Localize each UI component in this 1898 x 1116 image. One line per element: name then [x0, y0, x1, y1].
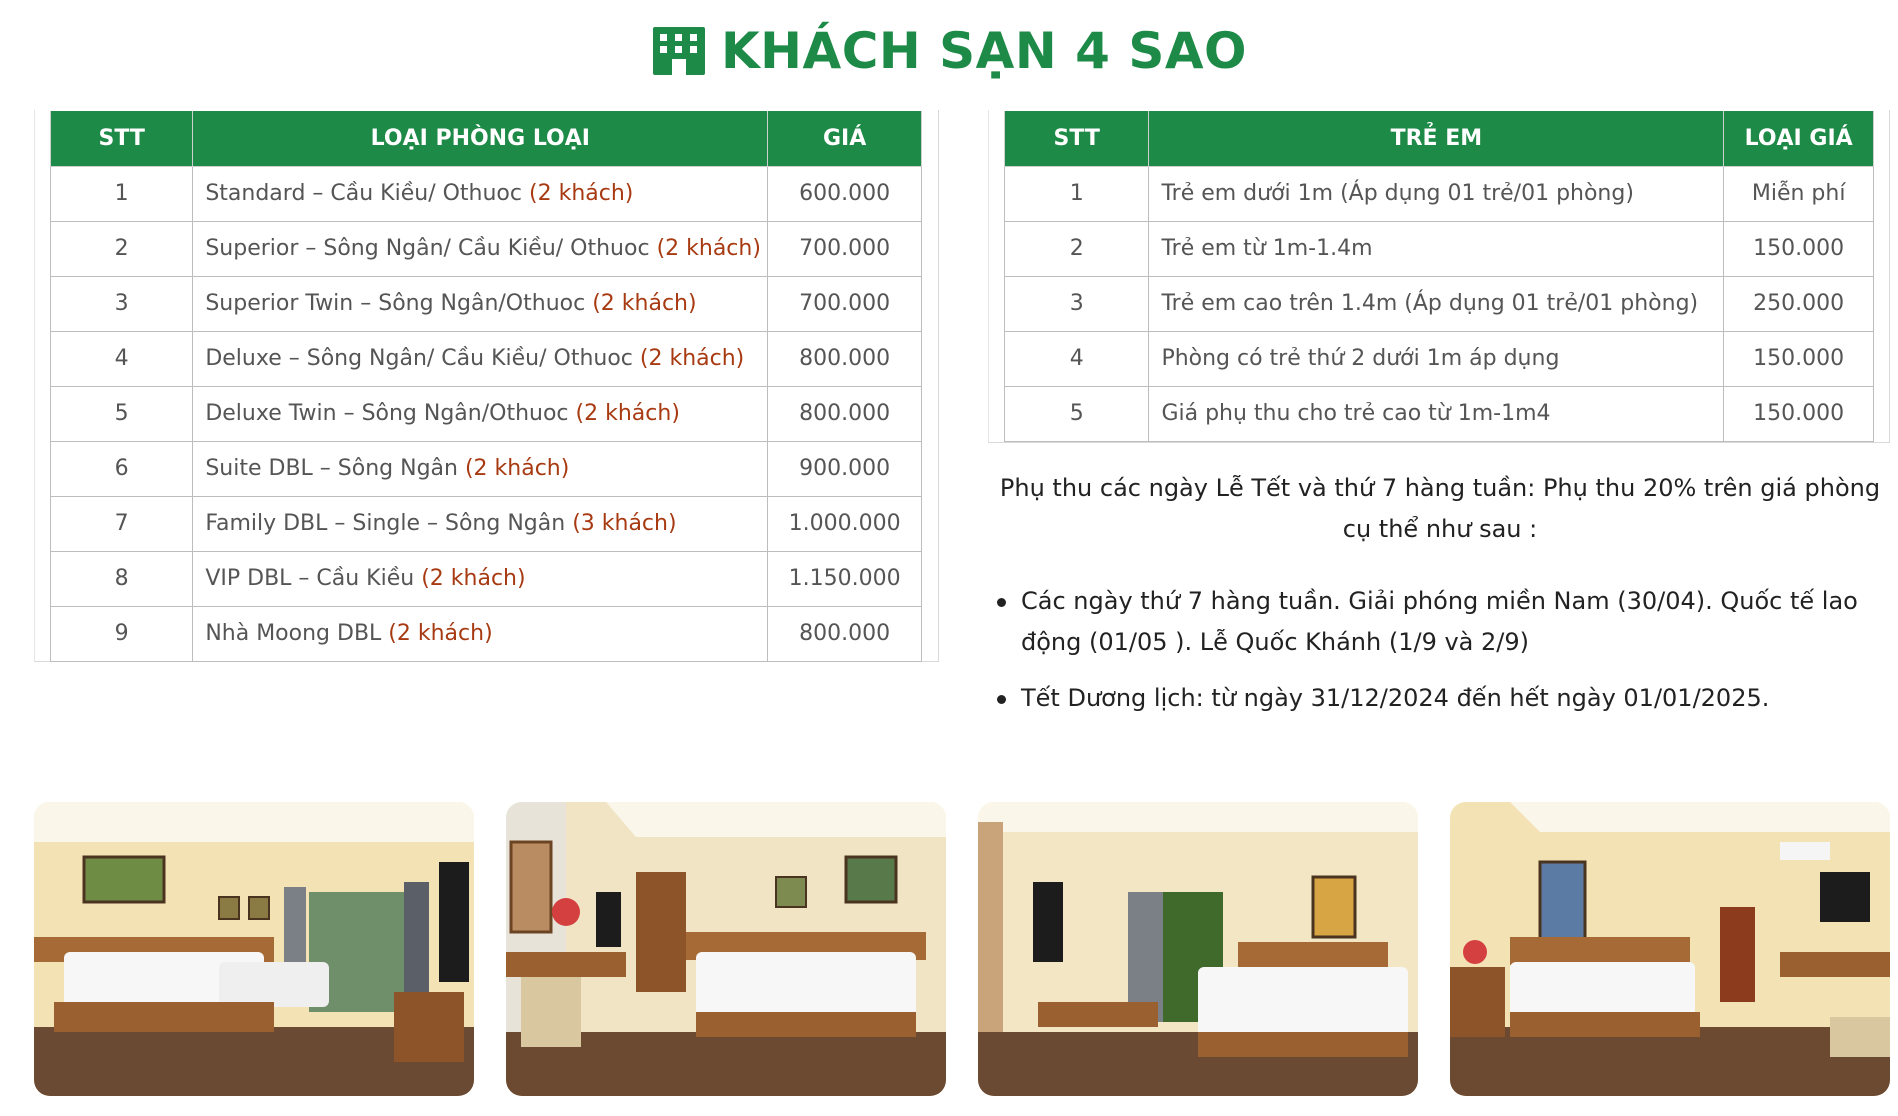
guest-count: (2 khách) — [575, 401, 680, 426]
room-type-cell — [193, 221, 768, 276]
room-name: Deluxe – Sông Ngân/ Cầu Kiều/ Othuoc — [205, 346, 633, 371]
price-cell: 150.000 — [1724, 331, 1874, 386]
child-desc-cell: Trẻ em dưới 1m (Áp dụng 01 trẻ/01 phòng) — [1149, 166, 1724, 221]
child-price-table — [1004, 111, 1874, 442]
stt-cell: 5 — [1005, 386, 1149, 441]
price-cell: 900.000 — [768, 441, 922, 496]
stt-cell: 2 — [51, 221, 193, 276]
table-row — [51, 166, 922, 221]
hotel-room-photo-3[interactable] — [978, 802, 1418, 1096]
table-row — [51, 386, 922, 441]
stt-cell: 2 — [1005, 221, 1149, 276]
room-type-cell — [193, 166, 768, 221]
stt-cell: 3 — [51, 276, 193, 331]
table-row — [51, 276, 922, 331]
column-header-room-type: LOẠI PHÒNG LOẠI — [193, 111, 768, 166]
table-row — [51, 441, 922, 496]
surcharge-list — [995, 581, 1885, 734]
stt-cell: 6 — [51, 441, 193, 496]
table-row — [1005, 276, 1874, 331]
price-cell: 150.000 — [1724, 386, 1874, 441]
table-row — [51, 606, 922, 661]
child-desc-cell: Phòng có trẻ thứ 2 dưới 1m áp dụng — [1149, 331, 1724, 386]
price-cell: 800.000 — [768, 606, 922, 661]
stt-cell: 8 — [51, 551, 193, 606]
column-header-price-type: LOẠI GIÁ — [1724, 111, 1874, 166]
table-row — [1005, 386, 1874, 441]
hotel-room-photo-2[interactable] — [506, 802, 946, 1096]
column-header-stt: STT — [1005, 111, 1149, 166]
price-cell: 600.000 — [768, 166, 922, 221]
stt-cell: 7 — [51, 496, 193, 551]
price-cell: 700.000 — [768, 221, 922, 276]
guest-count: (2 khách) — [592, 291, 697, 316]
price-cell: Miễn phí — [1724, 166, 1874, 221]
table-row — [51, 331, 922, 386]
hotel-room-photo-4[interactable] — [1450, 802, 1890, 1096]
room-name: Superior Twin – Sông Ngân/Othuoc — [205, 291, 586, 316]
table-row — [51, 496, 922, 551]
child-desc-cell: Trẻ em cao trên 1.4m (Áp dụng 01 trẻ/01 phòng) — [1149, 276, 1724, 331]
price-cell: 800.000 — [768, 331, 922, 386]
room-name: Nhà Moong DBL — [205, 621, 382, 646]
room-name: Suite DBL – Sông Ngân — [205, 456, 458, 481]
room-type-cell — [193, 331, 768, 386]
stt-cell: 3 — [1005, 276, 1149, 331]
guest-count: (2 khách) — [656, 236, 761, 261]
child-desc-cell: Giá phụ thu cho trẻ cao từ 1m-1m4 — [1149, 386, 1724, 441]
surcharge-note: Phụ thu các ngày Lễ Tết và thứ 7 hàng tuần: Phụ thu 20% trên giá phòng cụ thể như sau : — [999, 474, 1881, 543]
price-cell: 700.000 — [768, 276, 922, 331]
hotel-room-photo-1[interactable] — [34, 802, 474, 1096]
room-type-cell — [193, 496, 768, 551]
table-row — [51, 551, 922, 606]
price-cell: 250.000 — [1724, 276, 1874, 331]
room-price-table — [50, 111, 922, 662]
table-row — [1005, 221, 1874, 276]
room-type-cell — [193, 386, 768, 441]
room-name: Superior – Sông Ngân/ Cầu Kiều/ Othuoc — [205, 236, 650, 261]
stt-cell: 9 — [51, 606, 193, 661]
list-item: Các ngày thứ 7 hàng tuần. Giải phóng miền Nam (30/04). Quốc tế lao động (01/05 ). Lễ Quốc Khánh (1/9 và 2/9) — [995, 581, 1885, 663]
stt-cell: 1 — [1005, 166, 1149, 221]
price-cell: 1.000.000 — [768, 496, 922, 551]
table-row — [1005, 166, 1874, 221]
room-name: Deluxe Twin – Sông Ngân/Othuoc — [205, 401, 569, 426]
price-cell: 150.000 — [1724, 221, 1874, 276]
room-name: Standard – Cầu Kiều/ Othuoc — [205, 181, 522, 206]
column-header-child: TRẺ EM — [1149, 111, 1724, 166]
room-name: Family DBL – Single – Sông Ngân — [205, 511, 566, 536]
child-desc-cell: Trẻ em từ 1m-1.4m — [1149, 221, 1724, 276]
price-cell: 1.150.000 — [768, 551, 922, 606]
table-header-row — [1005, 111, 1874, 166]
guest-count: (2 khách) — [388, 621, 493, 646]
column-header-stt: STT — [51, 111, 193, 166]
hotel-building-icon — [651, 25, 707, 77]
column-header-price: GIÁ — [768, 111, 922, 166]
room-type-cell — [193, 551, 768, 606]
room-name: VIP DBL – Cầu Kiều — [205, 566, 415, 591]
table-row — [51, 221, 922, 276]
stt-cell: 5 — [51, 386, 193, 441]
table-row — [1005, 331, 1874, 386]
table-header-row — [51, 111, 922, 166]
room-type-cell — [193, 441, 768, 496]
page-title: KHÁCH SẠN 4 SAO — [720, 22, 1248, 80]
guest-count: (2 khách) — [529, 181, 634, 206]
stt-cell: 1 — [51, 166, 193, 221]
room-type-cell — [193, 276, 768, 331]
stt-cell: 4 — [51, 331, 193, 386]
guest-count: (2 khách) — [639, 346, 745, 371]
price-cell: 800.000 — [768, 386, 922, 441]
room-type-cell — [193, 606, 768, 661]
stt-cell: 4 — [1005, 331, 1149, 386]
list-item: Tết Dương lịch: từ ngày 31/12/2024 đến hết ngày 01/01/2025. — [995, 678, 1885, 719]
guest-count: (3 khách) — [572, 511, 677, 536]
page-header — [0, 22, 1898, 80]
guest-count: (2 khách) — [464, 456, 570, 481]
guest-count: (2 khách) — [421, 566, 526, 591]
